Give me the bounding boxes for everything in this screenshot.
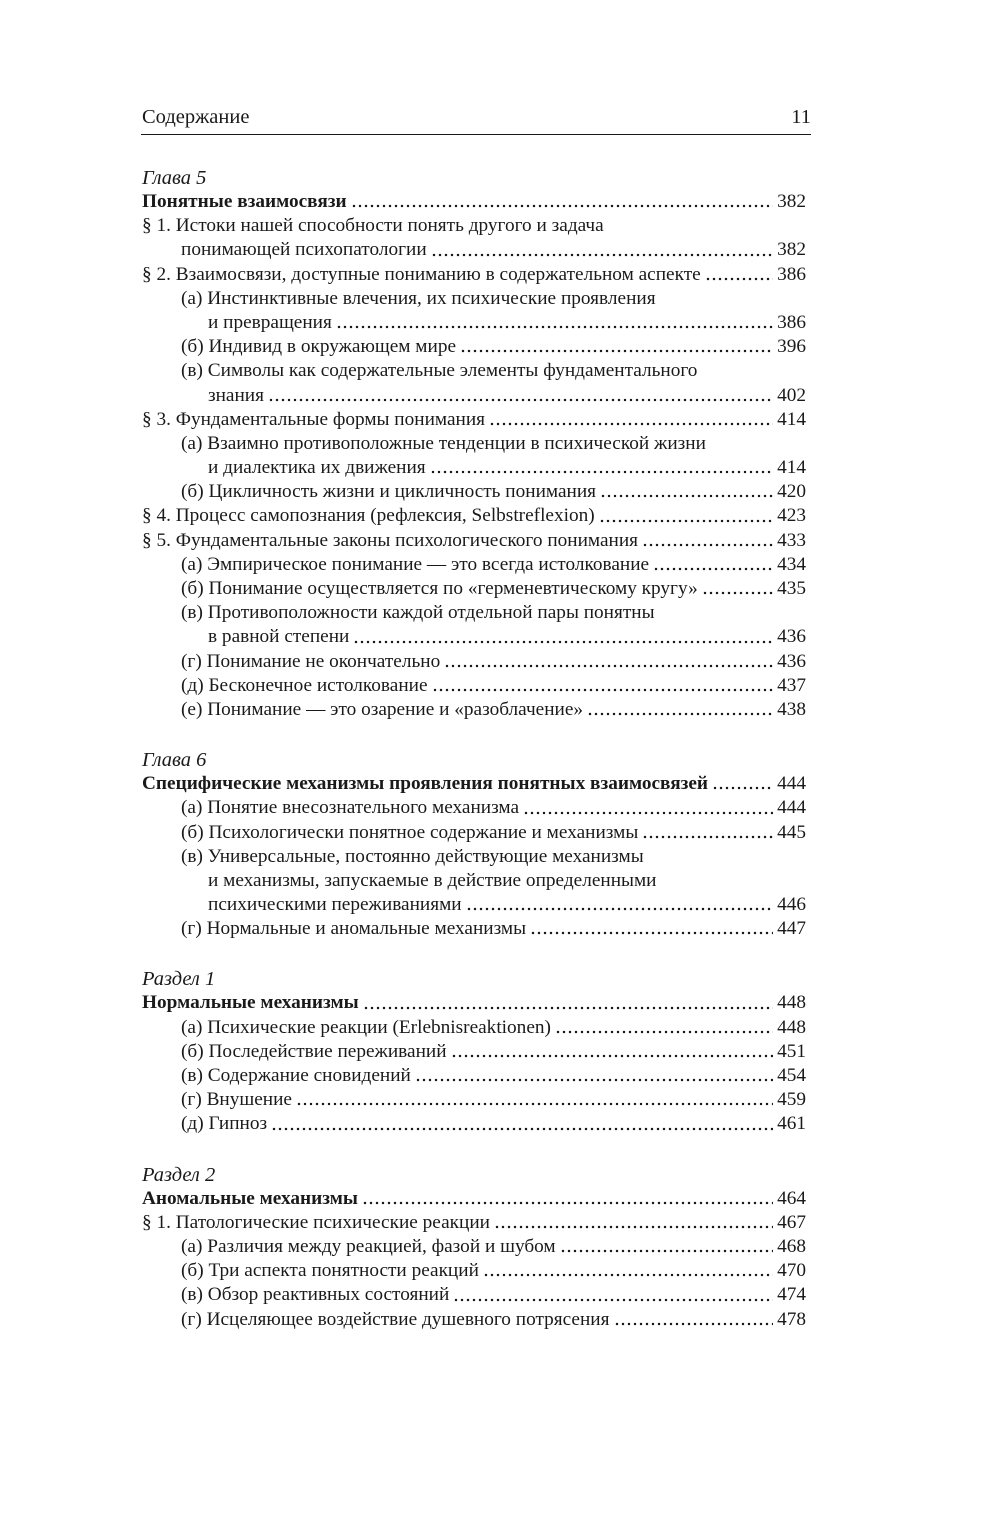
toc-entry-line: (а) Инстинктивные влечения, их психические проявления [181,287,656,309]
toc-entry[interactable] [142,650,806,674]
toc-entry[interactable] [142,238,806,262]
table-of-contents [142,166,806,1332]
entry-page: 474 [777,1284,806,1306]
entry-page: 434 [777,553,806,575]
toc-entry[interactable] [142,456,806,480]
toc-entry-chapter-title[interactable] [142,190,806,214]
entry-page: 444 [777,773,806,795]
running-header-title: Содержание [142,106,250,128]
entry-page: 478 [777,1308,806,1330]
toc-entry-line: (а) Взаимно противоположные тенденции в психической жизни [181,432,706,454]
dot-leader [560,1248,773,1254]
entry-page: 464 [777,1187,806,1209]
entry-title: (а) Понятие внесознательного механизма [181,797,520,819]
entry-title: (д) Бесконечное истолкование [181,674,428,696]
dot-leader [363,1005,773,1011]
entry-page: 446 [777,894,806,916]
toc-entry[interactable] [142,1283,806,1307]
dot-leader [271,1126,773,1132]
dot-leader [642,542,773,548]
part-label: Раздел 2 [142,1163,216,1186]
toc-entry-part-title[interactable] [142,991,806,1015]
dot-leader [705,276,773,282]
entry-page: 433 [777,529,806,551]
entry-page: 444 [777,797,806,819]
dot-leader [555,1029,773,1035]
toc-entry[interactable] [142,577,806,601]
dot-leader [653,566,773,572]
toc-entry[interactable] [142,1040,806,1064]
entry-title: § 3. Фундаментальные формы понимания [142,408,486,430]
entry-title: в равной степени [208,626,350,648]
entry-page: 386 [777,263,806,285]
toc-entry[interactable] [142,529,806,553]
dot-leader [614,1321,774,1327]
dot-leader [296,1101,773,1107]
entry-page: 459 [777,1089,806,1111]
entry-page: 467 [777,1211,806,1233]
entry-title: (б) Понимание осуществляется по «герменевтическому кругу» [181,578,698,599]
entry-title: (г) Исцеляющее воздействие душевного потрясения [181,1308,610,1330]
entry-title: Специфические механизмы проявления понятных взаимосвязей [142,773,709,795]
entry-title: § 4. Процесс самопознания (рефлексия, Selbstreflexion) [142,505,595,527]
entry-title: (в) Обзор реактивных состояний [181,1284,450,1306]
toc-entry[interactable] [142,384,806,408]
toc-entry[interactable] [142,796,806,820]
page-number: 11 [791,106,811,128]
dot-leader [432,687,774,693]
toc-entry[interactable] [142,917,806,941]
entry-page: 386 [777,311,806,333]
entry-title: (б) Психологически понятное содержание и механизмы [181,821,639,843]
toc-entry[interactable] [142,821,806,845]
toc-entry-line: (в) Противоположности каждой отдельной пары понятны [181,602,655,624]
entry-title: (г) Внушение [181,1089,292,1111]
entry-page: 436 [777,650,806,672]
entry-title: (г) Понимание не окончательно [181,650,441,672]
toc-entry-line: (в) Символы как содержательные элементы фундаментального [181,360,698,382]
entry-title: знания [208,384,264,406]
entry-title: Аномальные механизмы [142,1187,358,1209]
entry-title: § 5. Фундаментальные законы психологического понимания [142,529,639,551]
toc-entry[interactable] [142,1308,806,1332]
section-gap [142,722,806,748]
entry-page: 420 [777,481,806,503]
dot-leader [600,493,773,499]
dot-leader [336,324,773,330]
toc-entry[interactable] [142,504,806,528]
dot-leader [430,469,773,475]
toc-entry-part-title[interactable] [142,1187,806,1211]
dot-leader [489,421,773,427]
dot-leader [351,203,773,209]
dot-leader [451,1053,774,1059]
entry-page: 437 [777,674,806,696]
entry-page: 423 [777,505,806,527]
entry-title: § 1. Патологические психические реакции [142,1211,490,1233]
entry-title: и превращения [208,311,332,333]
dot-leader [599,518,773,524]
entry-page: 454 [777,1065,806,1086]
dot-leader [431,252,773,258]
dot-leader [642,834,773,840]
toc-entry[interactable] [142,698,806,722]
toc-entry[interactable] [142,674,806,698]
entry-page: 468 [777,1235,806,1257]
dot-leader [444,663,773,669]
dot-leader [460,348,773,354]
entry-page: 402 [777,384,806,406]
entry-title: (в) Содержание сновидений [181,1065,411,1086]
entry-page: 447 [777,918,806,940]
entry-title: понимающей психопатологии [181,239,427,261]
running-header [141,104,811,135]
entry-title: (б) Последействие переживаний [181,1040,447,1062]
entry-page: 445 [777,821,806,843]
entry-title: (а) Психические реакции (Erlebnisreaktionen) [181,1016,551,1038]
toc-entry[interactable] [142,553,806,577]
entry-page: 448 [777,1016,806,1038]
toc-entry[interactable] [142,263,806,287]
toc-entry[interactable] [142,1259,806,1283]
toc-entry-chapter-title[interactable] [142,772,806,796]
dot-leader [712,785,773,791]
entry-title: (г) Нормальные и аномальные механизмы [181,918,527,940]
dot-leader [362,1200,773,1206]
entry-title: (д) Гипноз [181,1113,268,1135]
dot-leader [268,397,773,403]
toc-entry[interactable] [142,1088,806,1112]
entry-title: (е) Понимание — это озарение и «разоблачение» [181,698,584,720]
toc-entry[interactable] [142,625,806,649]
entry-page: 396 [777,336,806,358]
dot-leader [483,1272,773,1278]
entry-title: Нормальные механизмы [142,992,359,1014]
dot-leader [353,639,773,645]
entry-page: 435 [777,578,806,599]
toc-entry[interactable] [142,1064,806,1088]
entry-page: 382 [777,191,806,212]
toc-entry[interactable] [142,408,806,432]
toc-entry[interactable] [142,1016,806,1040]
dot-leader [523,810,773,816]
toc-entry[interactable] [142,1235,806,1259]
entry-title: Понятные взаимосвязи [142,191,347,212]
entry-title: (б) Цикличность жизни и цикличность понимания [181,481,597,503]
entry-page: 438 [777,698,806,720]
dot-leader [702,590,773,596]
toc-entry[interactable] [142,893,806,917]
entry-title: (б) Индивид в окружающем мире [181,336,457,358]
toc-entry-line: (в) Универсальные, постоянно действующие механизмы [181,845,644,867]
dot-leader [494,1224,773,1230]
entry-page: 382 [777,239,806,261]
entry-title: (а) Различия между реакцией, фазой и шубом [181,1235,556,1257]
section-gap [142,1137,806,1163]
toc-entry[interactable] [142,335,806,359]
entry-page: 451 [777,1040,806,1062]
toc-entry[interactable] [142,480,806,504]
dot-leader [466,906,773,912]
entry-page: 461 [777,1113,806,1135]
toc-entry[interactable] [142,311,806,335]
toc-entry[interactable] [142,1211,806,1235]
part-label: Раздел 1 [142,968,216,991]
chapter-label: Глава 5 [142,167,207,189]
entry-title: § 2. Взаимосвязи, доступные пониманию в содержательном аспекте [142,263,701,285]
dot-leader [587,711,773,717]
dot-leader [415,1077,773,1083]
entry-title: (б) Три аспекта понятности реакций [181,1260,479,1282]
entry-title: и диалектика их движения [208,457,426,479]
chapter-label: Глава 6 [142,749,207,772]
dot-leader [453,1297,773,1303]
toc-entry-line: и механизмы, запускаемые в действие определенными [208,869,657,891]
entry-title: (а) Эмпирическое понимание — это всегда истолкование [181,553,650,575]
entry-title: психическими переживаниями [208,894,462,916]
entry-page: 414 [777,457,806,479]
entry-page: 470 [777,1260,806,1282]
entry-page: 436 [777,626,806,648]
dot-leader [530,930,773,936]
section-gap [142,941,806,967]
toc-entry-line: § 1. Истоки нашей способности понять другого и задача [142,215,604,237]
entry-page: 414 [777,408,806,430]
toc-entry[interactable] [142,1112,806,1136]
entry-page: 448 [777,992,806,1014]
